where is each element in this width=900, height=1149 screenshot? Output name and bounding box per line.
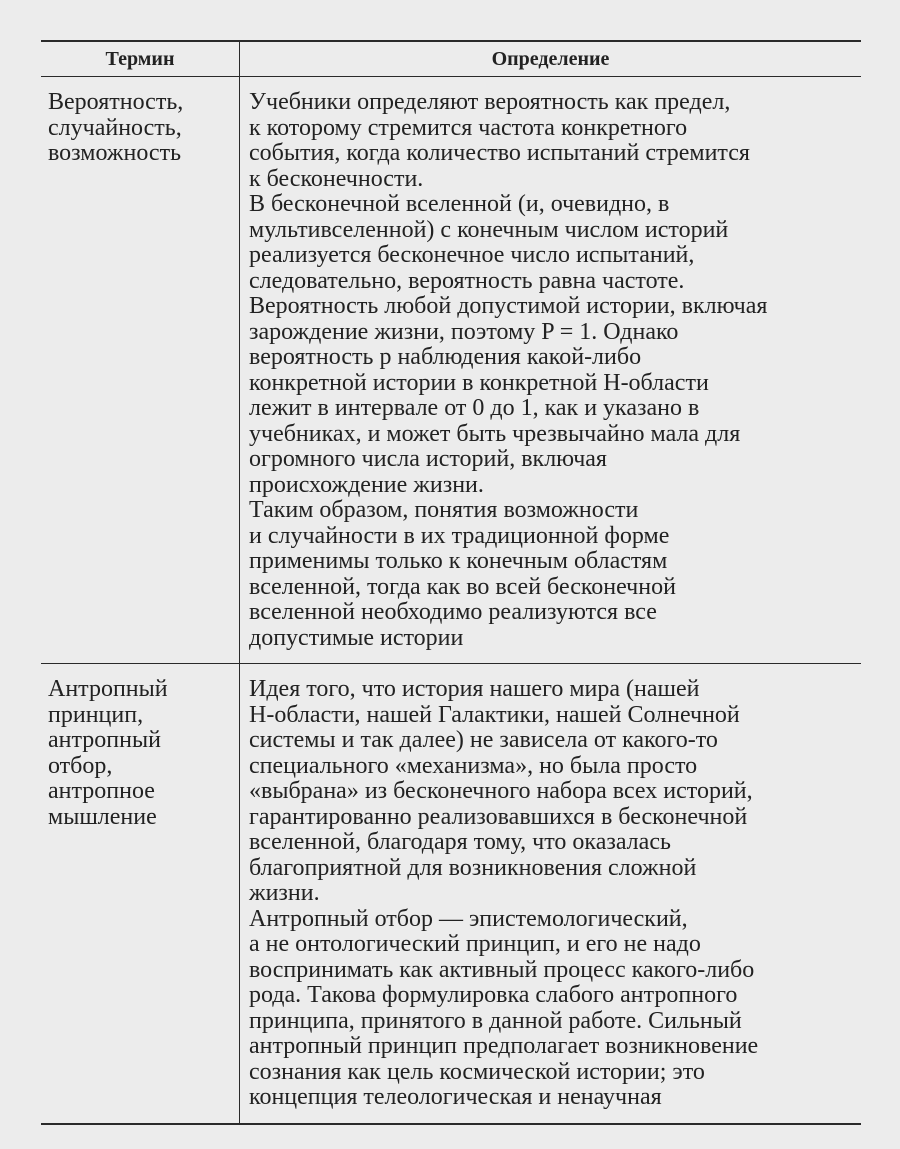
definition-line: Н-области, нашей Галактики, нашей Солнечной [249, 701, 740, 728]
definition-paragraph [249, 677, 853, 907]
term-cell [41, 664, 240, 1123]
term-line: случайность, [48, 114, 182, 141]
definition-line: рода. Такова формулировка слабого антропного [249, 982, 738, 1008]
definition-cell [240, 664, 861, 1123]
definition-line: Идея того, что история нашего мира (нашей [249, 676, 700, 702]
table-header-row [41, 42, 861, 77]
term-line: Вероятность, [48, 89, 184, 115]
term-line: Антропный [48, 676, 168, 702]
definition-line: вселенной, благодаря тому, что оказалась [249, 829, 671, 855]
definition-line: благоприятной для возникновения сложной [249, 854, 697, 881]
definition-line: В бесконечной вселенной (и, очевидно, в [249, 191, 670, 217]
term-line: антропное [48, 778, 155, 804]
definition-line: концепция телеологическая и ненаучная [249, 1084, 662, 1110]
table-row [41, 664, 861, 1123]
definition-line: к которому стремится частота конкретного [249, 114, 688, 141]
term-cell [41, 77, 240, 663]
definition-line: принципа, принятого в данной работе. Сильный [249, 1007, 742, 1034]
definition-line: жизни. [249, 880, 320, 906]
term-line: мышление [48, 803, 157, 830]
table-row [41, 77, 861, 664]
definition-line: допустимые истории [249, 624, 464, 651]
definition-line: зарождение жизни, поэтому P = 1. Однако [249, 318, 679, 345]
definition-line: а не онтологический принцип, и его не надо [249, 931, 701, 957]
definition-line: происхождение жизни. [249, 471, 484, 498]
definition-line: учебниках, и может быть чрезвычайно мала для [249, 420, 741, 447]
definition-line: вселенной, тогда как во всей бесконечной [249, 573, 676, 600]
definition-line: сознания как цель космической истории; это [249, 1058, 705, 1085]
definition-line: гарантированно реализовавшихся в бесконечной [249, 803, 748, 830]
definition-line: воспринимать как активный процесс какого-либо [249, 956, 755, 983]
header-term: Термин [41, 42, 240, 76]
definition-line: лежит в интервале от 0 до 1, как и указано в [249, 395, 700, 421]
definition-paragraph [249, 90, 853, 192]
definition-line: вселенной необходимо реализуются все [249, 599, 657, 625]
definition-line: мультивселенной) с конечным числом историй [249, 216, 729, 243]
definition-line: события, когда количество испытаний стремится [249, 140, 750, 166]
definition-paragraph [249, 192, 853, 294]
term-line: отбор, [48, 752, 113, 779]
definition-line: Учебники определяют вероятность как предел, [249, 89, 731, 115]
definition-cell [240, 77, 861, 663]
definition-line: и случайности в их традиционной форме [249, 522, 670, 549]
term-line: возможность [48, 140, 182, 166]
definition-line: применимы только к конечным областям [249, 548, 668, 574]
term-line: принцип, [48, 701, 144, 728]
definition-line: следовательно, вероятность равна частоте. [249, 267, 685, 294]
definition-line: Антропный отбор — эпистемологический, [249, 905, 688, 932]
definition-paragraph [249, 907, 853, 1111]
definition-line: вероятность p наблюдения какой-либо [249, 344, 642, 370]
definition-line: Таким образом, понятия возможности [249, 497, 639, 523]
glossary-table [41, 40, 861, 1125]
definition-line: специального «механизма», но была просто [249, 752, 698, 779]
definition-line: системы и так далее) не зависела от какого-то [249, 727, 718, 753]
definition-line: Вероятность любой допустимой истории, включая [249, 293, 768, 319]
definition-line: к бесконечности. [249, 165, 424, 192]
definition-line: антропный принцип предполагает возникновение [249, 1033, 759, 1059]
definition-line: огромного числа историй, включая [249, 446, 607, 472]
definition-line: реализуется бесконечное число испытаний, [249, 242, 695, 268]
header-definition: Определение [491, 47, 610, 70]
definition-line: «выбрана» из бесконечного набора всех историй, [249, 778, 753, 804]
definition-line: конкретной истории в конкретной Н-области [249, 369, 709, 396]
definition-paragraph [249, 498, 853, 651]
definition-paragraph [249, 294, 853, 498]
term-line: антропный [48, 727, 161, 753]
